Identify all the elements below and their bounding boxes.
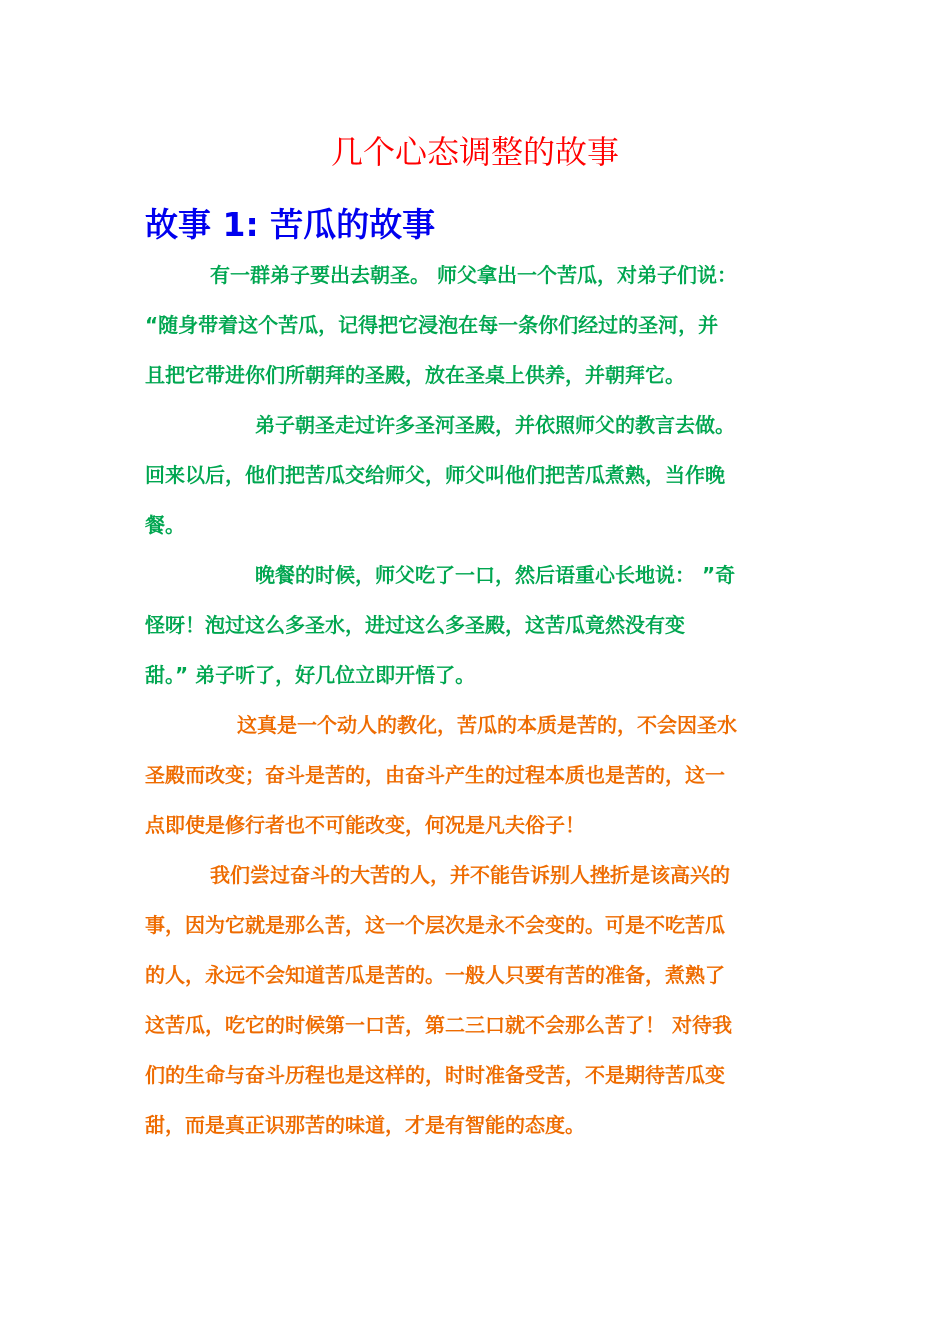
commentary-line: 这真是一个动人的教化，苦瓜的本质是苦的，不会因圣水 — [237, 713, 737, 737]
commentary-line: 甜，而是真正识那苦的味道，才是有智能的态度。 — [145, 1113, 585, 1137]
document-title: 几个心态调整的故事 — [330, 133, 619, 171]
commentary-line: 我们尝过奋斗的大苦的人，并不能告诉别人挫折是该高兴的 — [210, 863, 730, 887]
commentary-line: 这苦瓜，吃它的时候第一口苦，第二三口就不会那么苦了！ 对待我 — [145, 1013, 732, 1037]
story-line: 回来以后，他们把苦瓜交给师父，师父叫他们把苦瓜煮熟，当作晚 — [145, 463, 725, 487]
story-heading: 故事 1: 苦瓜的故事 — [145, 205, 436, 244]
story-line: 晚餐的时候，师父吃了一口，然后语重心长地说： ”奇 — [255, 563, 736, 587]
story-line: 有一群弟子要出去朝圣。 师父拿出一个苦瓜，对弟子们说： — [210, 263, 737, 287]
commentary-line: 点即使是修行者也不可能改变，何况是凡夫俗子！ — [145, 813, 585, 837]
story-line: 且把它带进你们所朝拜的圣殿，放在圣桌上供养，并朝拜它。 — [145, 363, 685, 387]
commentary-line: 们的生命与奋斗历程也是这样的，时时准备受苦，不是期待苦瓜变 — [145, 1063, 725, 1087]
story-line: 弟子朝圣走过许多圣河圣殿，并依照师父的教言去做。 — [255, 413, 735, 437]
commentary-line: 的人，永远不会知道苦瓜是苦的。一般人只要有苦的准备，煮熟了 — [145, 963, 725, 987]
story-line: 餐。 — [145, 513, 185, 537]
commentary-line: 事，因为它就是那么苦，这一个层次是永不会变的。可是不吃苦瓜 — [145, 913, 725, 937]
commentary-line: 圣殿而改变；奋斗是苦的，由奋斗产生的过程本质也是苦的，这一 — [145, 763, 725, 787]
story-line: “随身带着这个苦瓜，记得把它浸泡在每一条你们经过的圣河，并 — [145, 313, 719, 337]
story-line: 甜。” 弟子听了，好几位立即开悟了。 — [145, 663, 476, 687]
story-line: 怪呀！泡过这么多圣水，进过这么多圣殿，这苦瓜竟然没有变 — [145, 613, 685, 637]
